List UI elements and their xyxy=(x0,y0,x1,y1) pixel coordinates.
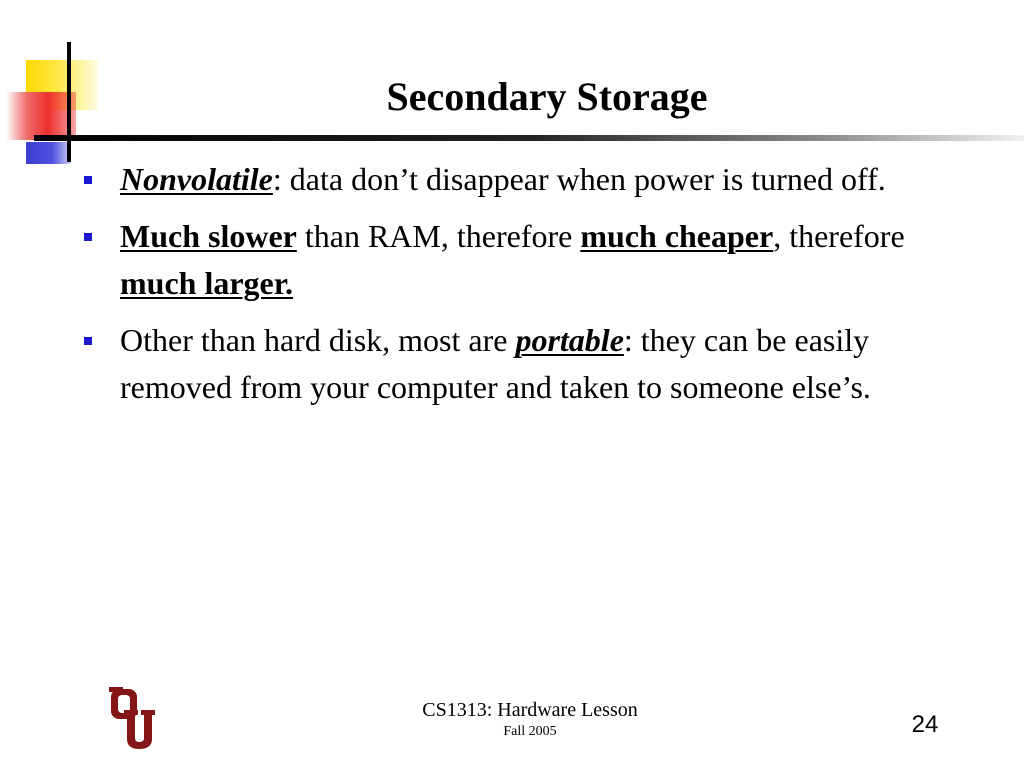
footer-term: Fall 2005 xyxy=(503,724,557,739)
bullet-text: Other than hard disk, most are xyxy=(120,322,516,358)
bullet-square-icon xyxy=(84,337,92,345)
bullet-text: , therefore xyxy=(773,218,905,254)
term-portable: portable xyxy=(515,322,624,358)
bullet-text: : data don’t disappear when power is turned off. xyxy=(272,161,886,197)
bullet-text: than RAM, therefore xyxy=(296,218,581,254)
bullet-square-icon xyxy=(84,233,92,241)
page-number: 24 xyxy=(911,711,939,738)
bullet-item xyxy=(80,156,960,203)
bullet-item xyxy=(80,213,960,307)
slide-title: Secondary Storage xyxy=(386,74,708,119)
term-nonvolatile: Nonvolatile xyxy=(120,161,273,197)
title-underline-rule xyxy=(34,135,1024,141)
footer-course: CS1313: Hardware Lesson xyxy=(422,699,638,721)
term-much-cheaper: much cheaper xyxy=(580,218,774,254)
bullet-list xyxy=(80,156,960,421)
term-much-slower: Much slower xyxy=(120,218,297,254)
ou-logo xyxy=(108,687,156,751)
bullet-text: : they can be easily removed from your computer and taken to someone else’s. xyxy=(120,322,871,405)
bullet-item xyxy=(80,317,960,411)
slide-footer xyxy=(380,698,680,742)
blue-square xyxy=(26,142,70,164)
term-much-larger: much larger. xyxy=(120,265,294,301)
bullet-square-icon xyxy=(84,176,92,184)
